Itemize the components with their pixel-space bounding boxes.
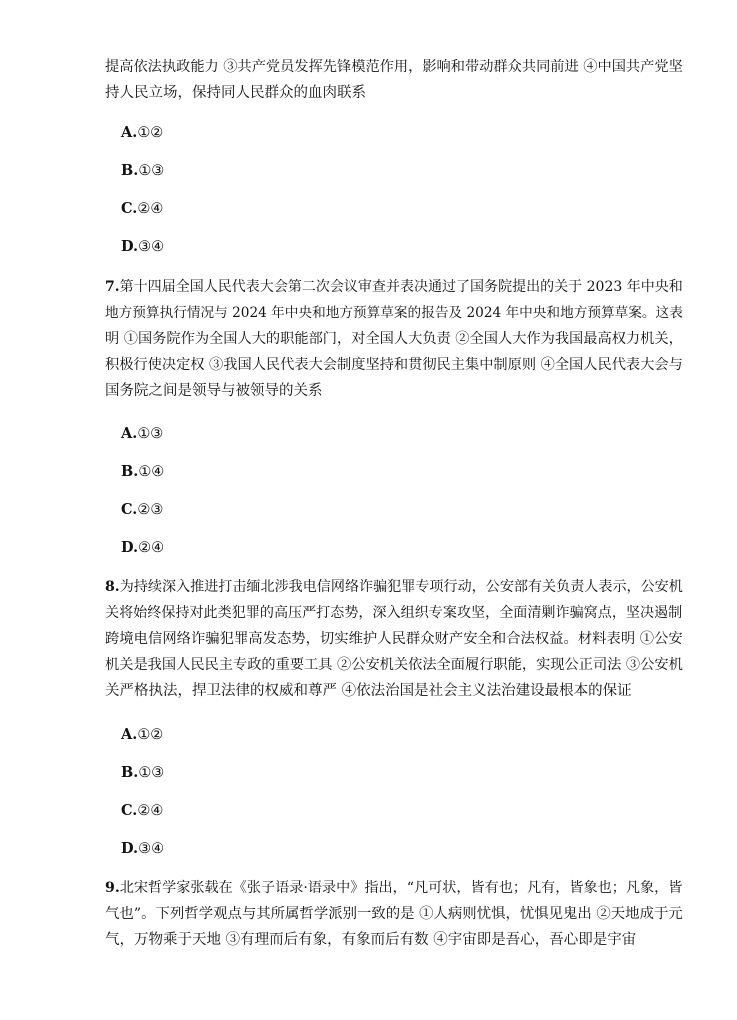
stem-line: 机关是我国人民民主专政的重要工具 ②公安机关依法全面履行职能，实现公正司法 ③公安机 bbox=[105, 657, 683, 673]
option-label: B. bbox=[121, 162, 139, 179]
option-value: ①③ bbox=[138, 765, 165, 781]
q8-option-a[interactable] bbox=[121, 725, 163, 745]
stem-line: 积极行使决定权 ③我国人民代表大会制度坚持和贯彻民主集中制原则 ④全国人民代表大会与 bbox=[105, 357, 683, 373]
stem-line: 气也”。下列哲学观点与其所属哲学派别一致的是 ①人病则忧惧，忧惧见鬼出 ②天地成于元 bbox=[105, 906, 683, 922]
q8-option-d[interactable] bbox=[121, 839, 164, 859]
q6-option-d[interactable] bbox=[121, 237, 164, 257]
option-value: ①④ bbox=[138, 464, 165, 480]
stem-text: 为持续深入推进打击缅北涉我电信网络诈骗犯罪专项行动，公安部有关负责人表示，公安机 bbox=[119, 579, 683, 595]
question-7-stem bbox=[105, 274, 683, 404]
stem-text: 第十四届全国人民代表大会第二次会议审查并表决通过了国务院提出的关于 2023 年中央和 bbox=[119, 279, 683, 295]
option-label: A. bbox=[121, 726, 138, 743]
option-label: C. bbox=[121, 501, 138, 518]
q7-option-d[interactable] bbox=[121, 538, 164, 558]
q8-option-b[interactable] bbox=[121, 763, 164, 783]
option-label: B. bbox=[121, 764, 139, 781]
option-label: B. bbox=[121, 463, 139, 480]
q8-option-c[interactable] bbox=[121, 801, 163, 821]
question-number: 7. bbox=[105, 279, 120, 295]
stem-line: 关将始终保持对此类犯罪的高压严打态势，深入组织专案攻坚，全面清剿诈骗窝点，坚决遏制 bbox=[105, 605, 683, 621]
question-9-stem bbox=[105, 875, 683, 953]
option-value: ①③ bbox=[137, 426, 164, 442]
option-label: A. bbox=[121, 425, 138, 442]
stem-line bbox=[105, 574, 683, 600]
question-number: 8. bbox=[105, 579, 120, 595]
stem-line bbox=[105, 875, 683, 901]
option-label: C. bbox=[121, 200, 138, 217]
option-label: D. bbox=[121, 238, 139, 255]
option-label: D. bbox=[121, 539, 139, 556]
question-6-stem bbox=[105, 54, 683, 106]
question-8-stem bbox=[105, 574, 683, 704]
option-value: ①② bbox=[137, 727, 164, 743]
stem-line: 提高依法执政能力 ③共产党员发挥先锋模范作用，影响和带动群众共同前进 ④中国共产党坚 bbox=[105, 59, 683, 75]
stem-line: 地方预算执行情况与 2024 年中央和地方预算草案的报告及 2024 年中央和地方预算草案。这表 bbox=[105, 305, 683, 321]
option-label: A. bbox=[121, 124, 138, 141]
option-value: ②③ bbox=[137, 502, 164, 518]
option-value: ②④ bbox=[137, 803, 164, 819]
question-number: 9. bbox=[105, 880, 120, 896]
option-value: ②④ bbox=[138, 540, 165, 556]
option-value: ②④ bbox=[137, 201, 164, 217]
stem-line: 跨境电信网络诈骗犯罪高发态势，切实维护人民群众财产安全和合法权益。材料表明 ①公安 bbox=[105, 631, 683, 647]
option-value: ①③ bbox=[138, 163, 165, 179]
q7-option-b[interactable] bbox=[121, 462, 164, 482]
option-label: C. bbox=[121, 802, 138, 819]
stem-line: 气，万物乘于天地 ③有理而后有象，有象而后有数 ④宇宙即是吾心，吾心即是宇宙 bbox=[105, 932, 637, 948]
q6-option-b[interactable] bbox=[121, 161, 164, 181]
q6-option-a[interactable] bbox=[121, 123, 163, 143]
stem-line: 关严格执法，捍卫法律的权威和尊严 ④依法治国是社会主义法治建设最根本的保证 bbox=[105, 683, 632, 699]
option-value: ③④ bbox=[138, 841, 165, 857]
stem-line bbox=[105, 274, 683, 300]
option-value: ③④ bbox=[138, 239, 165, 255]
option-label: D. bbox=[121, 840, 139, 857]
stem-line: 明 ①国务院作为全国人大的职能部门，对全国人大负责 ②全国人大作为我国最高权力机关， bbox=[105, 331, 683, 347]
stem-text: 北宋哲学家张载在《张子语录·语录中》指出，“凡可状，皆有也；凡有，皆象也；凡象，皆 bbox=[119, 880, 683, 896]
q6-option-c[interactable] bbox=[121, 199, 163, 219]
q7-option-a[interactable] bbox=[121, 424, 163, 444]
stem-line: 国务院之间是领导与被领导的关系 bbox=[105, 383, 323, 399]
option-value: ①② bbox=[137, 125, 164, 141]
stem-line: 持人民立场，保持同人民群众的血肉联系 bbox=[105, 85, 366, 101]
q7-option-c[interactable] bbox=[121, 500, 163, 520]
